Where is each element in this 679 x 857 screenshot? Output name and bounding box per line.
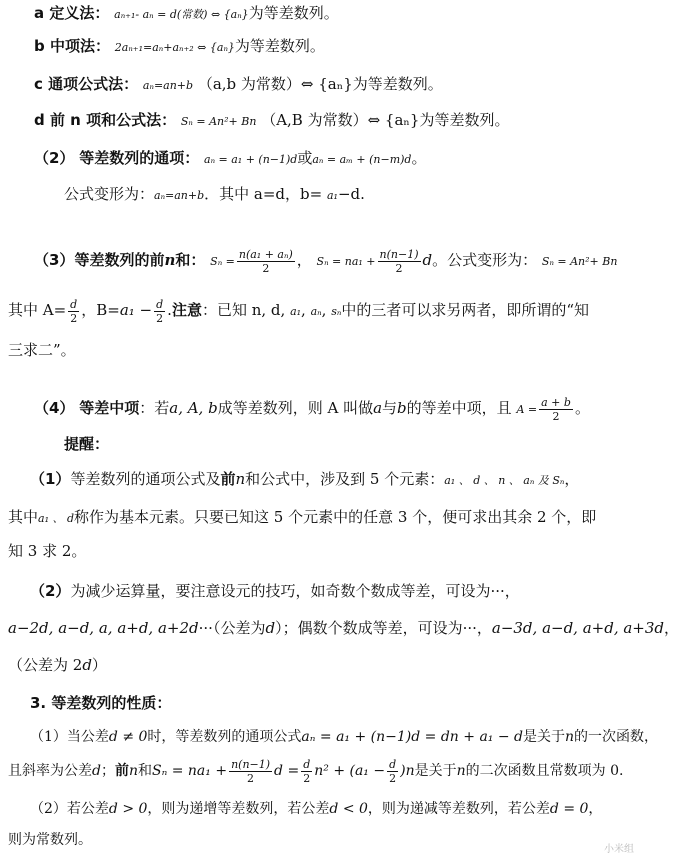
reminder-text-8: ）；偶数个数成等差，可设为···， [275, 619, 492, 637]
comma: ， [588, 801, 603, 817]
general-paren: （a,b 为常数）⇔ {aₙ} [197, 75, 353, 93]
comma: ， [296, 251, 312, 269]
fraction-numerator: d [389, 757, 397, 771]
general-formula-line [34, 74, 443, 96]
sum-variant-label: 。公式变形为： [432, 251, 538, 269]
reminder-title: 提醒： [64, 435, 110, 453]
variant-end: −d. [337, 185, 365, 203]
reminder-text-1: 等差数列的通项公式及 [70, 470, 221, 488]
mean-text-3: 与 [382, 399, 398, 417]
middle-formula: 2aₙ₊₁=aₙ+aₙ₊₂ ⇔ {aₙ} [114, 41, 235, 54]
property-1-line-1 [30, 727, 658, 747]
note-text-2: 中的三者可以求另两者，即所谓的“知 [341, 301, 589, 319]
element-list: a₁ 、 d 、 n 、 aₙ 及 Sₙ [444, 474, 565, 487]
general-formula: aₙ=an+b [142, 79, 194, 92]
fraction-denominator: 2 [70, 311, 78, 325]
fraction-denominator: 2 [395, 261, 403, 275]
reminder-text-3: 其中 [8, 508, 39, 526]
bold-front: 前 [220, 470, 236, 488]
b-fraction [154, 298, 165, 325]
fraction-numerator: a + b [541, 395, 571, 409]
d-symbol: d [92, 763, 101, 779]
basic-elements: a₁ 、 d [38, 512, 75, 525]
mean-vars: a, A, b [169, 399, 218, 417]
sum-fraction-1 [237, 248, 295, 275]
reminder-2-line-2 [8, 618, 679, 638]
property-1-line-2 [8, 752, 623, 790]
negative-condition: d < 0 [329, 801, 368, 817]
colon: ： [123, 75, 139, 93]
b-equals: ，B= [81, 301, 120, 319]
general-term-formula-1: aₙ = a₁ + (n−1)d [204, 153, 298, 166]
reminder-text-9: （公差为 2 [8, 656, 83, 674]
semicolon: ； [100, 763, 115, 779]
reminder-text-4: 称作为基本元素。只要已知这 5 个元素中的任意 3 个，便可求出其余 2 个，即 [74, 508, 597, 526]
a-symbol: a [373, 399, 383, 417]
prop-text-8: 若公差 [66, 801, 109, 817]
reminder-text-7: ···（公差为 [198, 619, 266, 637]
sum-note-line [8, 292, 589, 330]
odd-terms: a−2d, a−d, a, a+d, a+2d [8, 619, 199, 637]
bold-front: 前 [114, 763, 129, 779]
sum-fraction-2 [378, 248, 421, 275]
d-half-fraction [301, 758, 312, 785]
comma: ， [664, 619, 679, 637]
section-number: （4） [34, 399, 75, 417]
fraction-numerator: d [70, 297, 78, 311]
note-label: 注意 [171, 301, 202, 319]
a-equals: 其中 A= [8, 301, 67, 319]
n-symbol: n [565, 729, 575, 745]
nonzero-condition: d ≠ 0 [108, 729, 148, 745]
sum-lhs-1: Sₙ = [210, 255, 235, 268]
section-title: 等差数列的前 [74, 251, 165, 269]
sn-symbol: sₙ [331, 305, 342, 318]
period: 。 [411, 149, 427, 167]
variant-mid: ．其中 a=d，b= [204, 185, 323, 203]
property-2-line-2 [8, 830, 92, 850]
n-symbol: n [456, 763, 466, 779]
comma: ， [564, 470, 580, 488]
d-symbol: d [265, 619, 276, 637]
period: . [167, 301, 172, 319]
variant-label: 公式变形为： [64, 185, 155, 203]
a1-symbol: a₁ [290, 305, 302, 318]
reminder-text-5: 知 3 求 2。 [8, 542, 87, 560]
sum-lhs-2: Sₙ = na₁ + [316, 255, 376, 268]
colon: ： [161, 111, 177, 129]
property-2-line-1 [30, 799, 602, 819]
prop-text-11: 则为常数列。 [8, 832, 92, 848]
reminder-text-6: 为减少运算量，要注意设元的技巧，如奇数个数成等差，可设为···， [70, 582, 520, 600]
and-text: 和 [138, 763, 152, 779]
an-symbol: aₙ [310, 305, 322, 318]
reminder-1-line-1 [30, 469, 579, 491]
sum-paren: （A,B 为常数）⇔ {aₙ} [261, 111, 420, 129]
prop-text-3: 是关于 [523, 729, 565, 745]
reminder-heading [64, 434, 109, 454]
fraction-numerator: d [156, 297, 164, 311]
a1-symbol: a₁ [327, 189, 338, 202]
n-symbol: n [235, 470, 246, 488]
def-method-line [34, 3, 339, 25]
n-symbol: n [128, 763, 138, 779]
prop-text-7: 的二次函数且常数项为 0. [465, 763, 624, 779]
fraction-denominator: 2 [262, 261, 270, 275]
b-formula: a₁ − [119, 301, 153, 319]
item-number: （1） [30, 729, 67, 745]
prop-text-6: 是关于 [414, 763, 457, 779]
colon: ： [94, 4, 110, 22]
section-title-tail: 和： [175, 251, 206, 269]
sum-variant-formula: Sₙ = An²+ Bn [541, 255, 618, 268]
sum-fraction [229, 758, 272, 785]
sum-mid-2: n² + (a₁ − [314, 763, 386, 779]
fraction-denominator: 2 [389, 771, 397, 785]
sum-heading [34, 242, 617, 280]
n-symbol: n [164, 251, 176, 269]
zero-condition: d = 0 [549, 801, 589, 817]
prop-text-5: 且斜率为公差 [8, 763, 92, 779]
item-number: （1） [30, 470, 71, 488]
linear-formula: aₙ = a₁ + (n−1)d = dn + a₁ − d [301, 729, 523, 745]
d-symbol: d [422, 251, 433, 269]
d-half-fraction-2 [387, 758, 398, 785]
arith-mean-line [34, 390, 590, 428]
section-number: （3） [34, 251, 75, 269]
sum-formula-line [34, 110, 509, 132]
def-method-label: a 定义法 [34, 4, 95, 22]
period: 。 [574, 399, 590, 417]
fraction-numerator: n(n−1) [379, 247, 419, 261]
general-tail: 为等差数列。 [352, 75, 443, 93]
variant-formula: aₙ=an+b [154, 189, 205, 202]
watermark: 小米组 [604, 844, 634, 855]
general-term-variant [64, 184, 365, 206]
reminder-2-line-3 [8, 655, 107, 675]
prop-text-9: ，则为递增等差数列，若公差 [147, 801, 330, 817]
mean-fraction [539, 396, 573, 423]
mean-text-4: 的等差中项，且 [406, 399, 512, 417]
prop-text-4: 的一次函数， [574, 729, 659, 745]
fraction-numerator: d [303, 757, 311, 771]
a-fraction [68, 298, 79, 325]
positive-condition: d > 0 [108, 801, 148, 817]
sum-tail: 为等差数列。 [419, 111, 510, 129]
prop-text-1: 当公差 [66, 729, 109, 745]
section-number: （2） [34, 149, 75, 167]
sum-formula: Sₙ = An²+ Bn [180, 115, 257, 128]
def-formula: aₙ₊₁- aₙ = d(常数) ⇔ {aₙ} [114, 8, 249, 21]
item-number: （2） [30, 582, 71, 600]
properties-heading [30, 693, 171, 713]
sum-lhs: Sₙ = na₁ + [152, 763, 228, 779]
comma: , [321, 301, 327, 319]
fraction-numerator: n(a₁ + aₙ) [238, 247, 293, 261]
mean-text-2: 成等差数列，则 A 叫做 [217, 399, 374, 417]
even-terms: a−3d, a−d, a+d, a+3d [491, 619, 665, 637]
properties-title: 3. 等差数列的性质： [30, 694, 172, 712]
mean-lhs: A = [516, 403, 538, 416]
reminder-text-2: 和公式中，涉及到 5 个元素： [245, 470, 445, 488]
close-paren: ） [91, 656, 107, 674]
prop-text-2: 时，等差数列的通项公式 [147, 729, 302, 745]
reminder-2-line-1 [30, 581, 520, 601]
fraction-denominator: 2 [303, 771, 311, 785]
sum-mid-3: )n [400, 763, 415, 779]
colon: ： [94, 37, 110, 55]
note-text-3: 三求二”。 [8, 341, 76, 359]
item-number: （2） [30, 801, 67, 817]
sum-formula-label: d 前 n 项和公式法 [34, 111, 162, 129]
prop-text-10: ，则为递减等差数列，若公差 [367, 801, 550, 817]
d-symbol: d [82, 656, 92, 674]
section-title: 等差中项 [79, 399, 140, 417]
reminder-1-line-2 [8, 507, 596, 529]
middle-method-label: b 中项法 [34, 37, 95, 55]
sum-note-continued [8, 340, 76, 360]
fraction-denominator: 2 [156, 311, 164, 325]
def-tail: 为等差数列。 [248, 4, 339, 22]
general-formula-label: c 通项公式法 [34, 75, 124, 93]
note-text-1: ：已知 n, d, [201, 301, 286, 319]
sum-mid-1: d = [274, 763, 300, 779]
comma: , [301, 301, 306, 319]
mean-text-1: ：若 [139, 399, 170, 417]
b-symbol: b [397, 399, 407, 417]
middle-tail: 为等差数列。 [234, 37, 325, 55]
section-title: 等差数列的通项： [79, 149, 200, 167]
general-term-formula-2: aₙ = aₘ + (n−m)d [312, 153, 412, 166]
fraction-denominator: 2 [247, 771, 255, 785]
fraction-numerator: n(n−1) [231, 757, 271, 771]
general-term-heading [34, 148, 426, 170]
or-text: 或 [297, 149, 313, 167]
reminder-1-line-3 [8, 541, 86, 561]
fraction-denominator: 2 [552, 409, 560, 423]
middle-method-line [34, 36, 325, 58]
